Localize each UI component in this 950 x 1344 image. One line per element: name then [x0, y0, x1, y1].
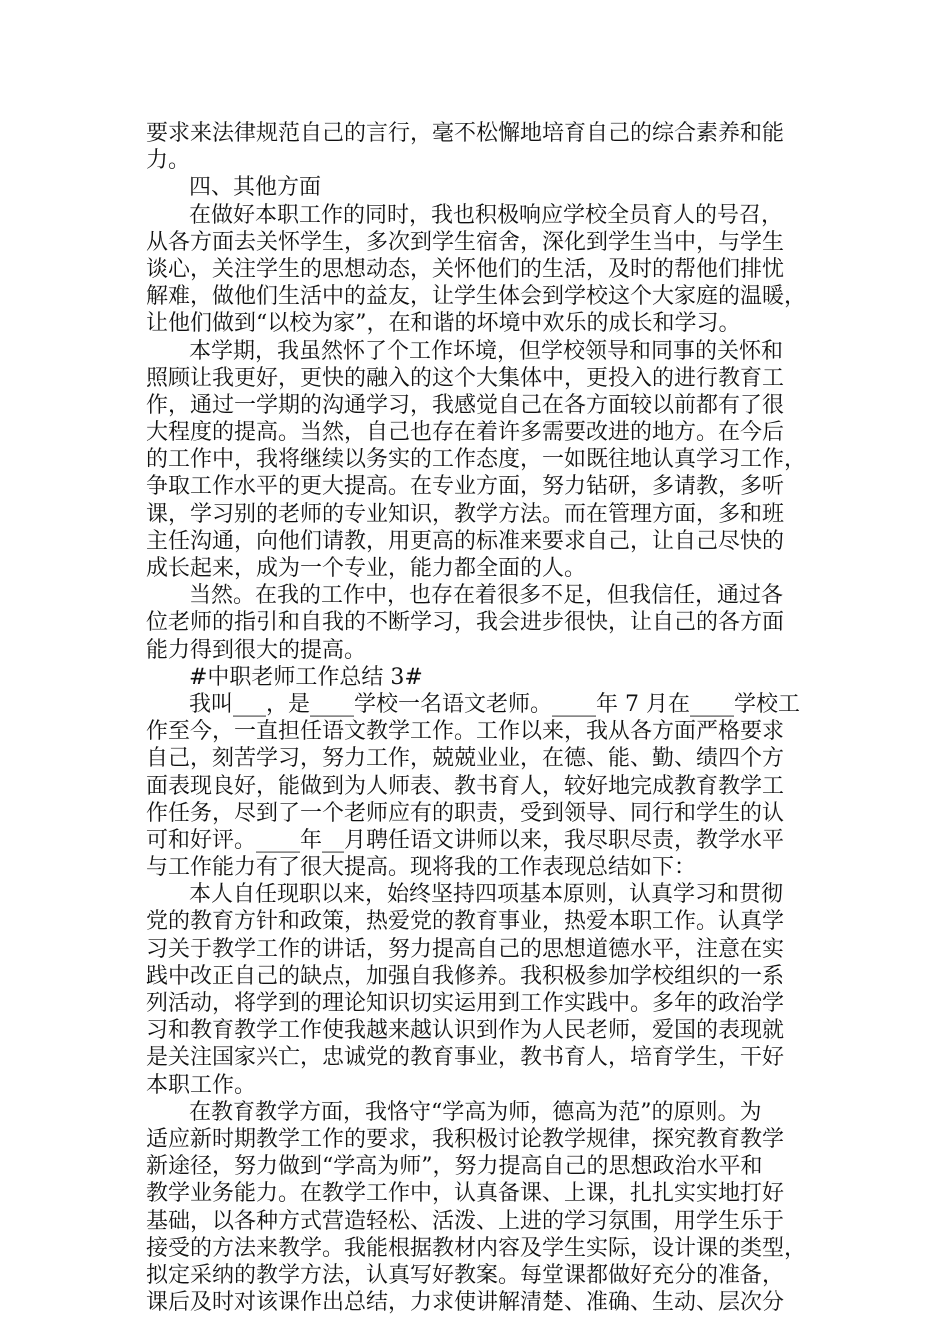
text-line: 力。 [146, 148, 191, 174]
text-line: 解难，做他们生活中的益友，让学生体会到学校这个大家庭的温暖， [146, 284, 807, 310]
text-line: 大程度的提高。当然，自己也存在着许多需要改进的地方。在今后 [146, 420, 785, 446]
text-line: 让他们做到“以校为家”，在和谐的坏境中欢乐的成长和学习。 [146, 311, 741, 337]
text-line: 课后及时对该课作出总结，力求使讲解清楚、准确、生动、层次分 [146, 1290, 785, 1316]
text-line: 本人自任现职以来，始终坚持四项基本原则，认真学习和贯彻 [189, 882, 784, 908]
text-line: 作，通过一学期的沟通学习，我感觉自己在各方面较以前都有了很 [146, 392, 785, 418]
text-line: 本职工作。 [146, 1072, 257, 1098]
text-line: 教学业务能力。在教学工作中，认真备课、上课，扎扎实实地打好 [146, 1181, 785, 1207]
text-line: 党的教育方针和政策，热爱党的教育事业，热爱本职工作。认真学 [146, 909, 785, 935]
text-line: 习和教育教学工作使我越来越认识到作为人民老师，爱国的表现就 [146, 1018, 785, 1044]
text-line: 的工作中，我将继续以务实的工作态度，一如既往地认真学习工作， [146, 447, 807, 473]
text-line [146, 1316, 826, 1343]
text-line: 争取工作水平的更大提高。在专业方面，努力钻研，多请教，多听 [146, 474, 785, 500]
text-line: 拟定采纳的教学方法，认真写好教案。每堂课都做好充分的准备， [146, 1262, 785, 1288]
text-line: 从各方面去关怀学生，多次到学生宿舍，深化到学生当中，与学生 [146, 229, 785, 255]
text-line: 与工作能力有了很大提高。现将我的工作表现总结如下： [146, 855, 697, 881]
text-line: 课，学习别的老师的专业知识，教学方法。而在管理方面，多和班 [146, 501, 785, 527]
text-line: 主任沟通，向他们请教，用更高的标准来要求自己，让自己尽快的 [146, 528, 785, 554]
text-line: 在做好本职工作的同时，我也积极响应学校全员育人的号召， [189, 202, 784, 228]
text-line: 我叫___，是____学校一名语文老师。____年 7 月在____学校工 [189, 691, 800, 717]
text-line: 列活动，将学到的理论知识切实运用到工作实践中。多年的政治学 [146, 991, 785, 1016]
text-line: 成长起来，成为一个专业，能力都全面的人。 [146, 556, 587, 581]
text-line: 作至今，一直担任语文教学工作。工作以来，我从各方面严格要求 [146, 719, 785, 745]
text-line: 谈心，关注学生的思想动态，关怀他们的生活，及时的帮他们排忧 [146, 256, 785, 282]
text-line: 面表现良好，能做到为人师表、教书育人，较好地完成教育教学工 [146, 773, 785, 799]
text-line: 适应新时期教学工作的要求，我积极讨论教学规律，探究教育教学 [146, 1126, 785, 1152]
text-line: 践中改正自己的缺点，加强自我修养。我积极参加学校组织的一系 [146, 963, 785, 989]
text-line: 能力得到很大的提高。 [146, 637, 367, 663]
text-line: 在教育教学方面，我恪守“学高为师，德高为范”的原则。为 [189, 1099, 762, 1125]
text-line: 位老师的指引和自我的不断学习，我会进步很快，让自己的各方面 [146, 610, 785, 636]
text-line: 基础，以各种方式营造轻松、活泼、上进的学习氛围，用学生乐于 [146, 1208, 785, 1234]
document-body [146, 120, 826, 1343]
section-heading: 四、其他方面 [189, 175, 322, 201]
text-line: 当然。在我的工作中，也存在着很多不足，但我信任，通过各 [189, 583, 784, 609]
text-line: 要求来法律规范自己的言行，毫不松懈地培育自己的综合素养和能 [146, 121, 785, 146]
text-line: 新途径，努力做到“学高为师”，努力提高自己的思想政治水平和 [146, 1154, 763, 1180]
text-line: 照顾让我更好，更快的融入的这个大集体中，更投入的进行教育工 [146, 365, 785, 391]
text-line: 自己，刻苦学习，努力工作，兢兢业业，在德、能、勤、绩四个方 [146, 746, 785, 772]
text-line: 作任务，尽到了一个老师应有的职责，受到领导、同行和学生的认 [146, 800, 785, 826]
text-line: 本学期，我虽然怀了个工作坏境，但学校领导和同事的关怀和 [189, 338, 784, 364]
text-line: 是关注国家兴亡，忠诚党的教育事业，教书育人，培育学生，干好 [146, 1045, 785, 1071]
text-line: 习关于教学工作的讲话，努力提高自己的思想道德水平，注意在实 [146, 936, 785, 962]
section-heading: #中职老师工作总结 3# [189, 664, 423, 690]
text-line: 可和好评。____年__月聘任语文讲师以来，我尽职尽责，教学水平 [146, 827, 785, 853]
text-line: 接受的方法来教学。我能根据教材内容及学生实际，设计课的类型， [146, 1235, 807, 1261]
